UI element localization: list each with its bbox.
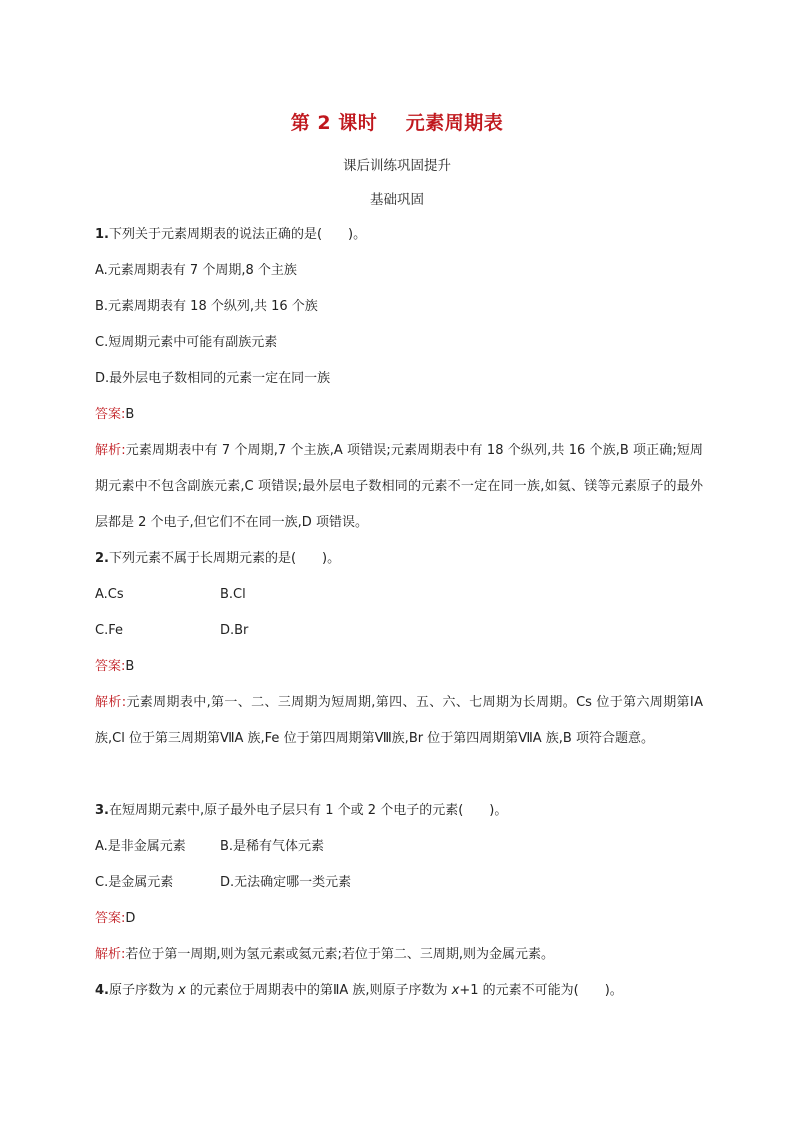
- answer-label: 答案:: [95, 659, 126, 674]
- question-number: 1.: [95, 227, 109, 242]
- option-a: A.是非金属元素: [95, 839, 186, 854]
- section-heading: 基础巩固: [370, 192, 424, 208]
- page-subtitle: 课后训练巩固提升: [343, 158, 451, 174]
- analysis-text: 若位于第一周期,则为氢元素或氦元素;若位于第二、三周期,则为金属元素。: [125, 947, 555, 962]
- analysis-label: 解析:: [95, 443, 126, 458]
- option-c: C.Fe: [95, 623, 123, 638]
- analysis-label: 解析:: [95, 695, 127, 710]
- variable-x: x: [451, 983, 460, 998]
- question-number: 2.: [95, 551, 109, 566]
- option-d: D.最外层电子数相同的元素一定在同一族: [95, 371, 331, 386]
- analysis-1: [95, 433, 703, 541]
- answer-value: B: [125, 407, 135, 422]
- question-4: [95, 981, 705, 1001]
- question-number: 4.: [95, 983, 109, 998]
- answer-1: [95, 405, 705, 425]
- question-stem: 下列关于元素周期表的说法正确的是( )。: [108, 227, 367, 242]
- answer-value: D: [125, 911, 136, 926]
- option-d: D.Br: [220, 623, 249, 638]
- analysis-3: [95, 945, 705, 965]
- option-c: C.是金属元素: [95, 875, 174, 890]
- answer-value: B: [125, 659, 135, 674]
- question-2: [95, 549, 705, 569]
- analysis-text: 元素周期表中有 7 个周期,7 个主族,A 项错误;元素周期表中有 18 个纵列,共 16 个族,B 项正确;短周期元素中不包含副族元素,C 项错误;最外层电子数相同的元素不一定在同一族,如氦、镁等元素原子的最外层都是 2 个电子,但它们不在同一族,D 项错误。: [95, 443, 703, 530]
- question-stem: 下列元素不属于长周期元素的是( )。: [108, 551, 341, 566]
- question-stem-part: 原子序数为: [108, 983, 179, 998]
- analysis-text: 元素周期表中,第一、二、三周期为短周期,第四、五、六、七周期为长周期。Cs 位于第六周期第ⅠA 族,Cl 位于第三周期第ⅦA 族,Fe 位于第四周期第Ⅷ族,Br 位于第四周期第ⅦA 族,B 项符合题意。: [95, 695, 703, 746]
- option-b: B.是稀有气体元素: [220, 839, 325, 854]
- analysis-label: 解析:: [95, 947, 126, 962]
- option-c: C.短周期元素中可能有副族元素: [95, 335, 278, 350]
- variable-x: x: [178, 983, 186, 998]
- option-b: B.Cl: [220, 587, 246, 602]
- question-number: 3.: [95, 803, 109, 818]
- option-a: A.Cs: [95, 587, 124, 602]
- option-d: D.无法确定哪一类元素: [220, 875, 352, 890]
- question-stem-part: 的元素位于周期表中的第ⅡA 族,则原子序数为: [185, 983, 452, 998]
- question-stem-part: +1 的元素不可能为( )。: [459, 983, 623, 998]
- page-title: 第 2 课时 元素周期表: [290, 112, 504, 134]
- option-a: A.元素周期表有 7 个周期,8 个主族: [95, 263, 297, 278]
- analysis-2: [95, 685, 703, 757]
- question-1: [95, 225, 705, 245]
- option-b: B.元素周期表有 18 个纵列,共 16 个族: [95, 299, 318, 314]
- answer-label: 答案:: [95, 407, 126, 422]
- answer-2: [95, 657, 705, 677]
- question-3: [95, 801, 705, 821]
- answer-3: [95, 909, 705, 929]
- question-stem: 在短周期元素中,原子最外电子层只有 1 个或 2 个电子的元素( )。: [108, 803, 508, 818]
- answer-label: 答案:: [95, 911, 126, 926]
